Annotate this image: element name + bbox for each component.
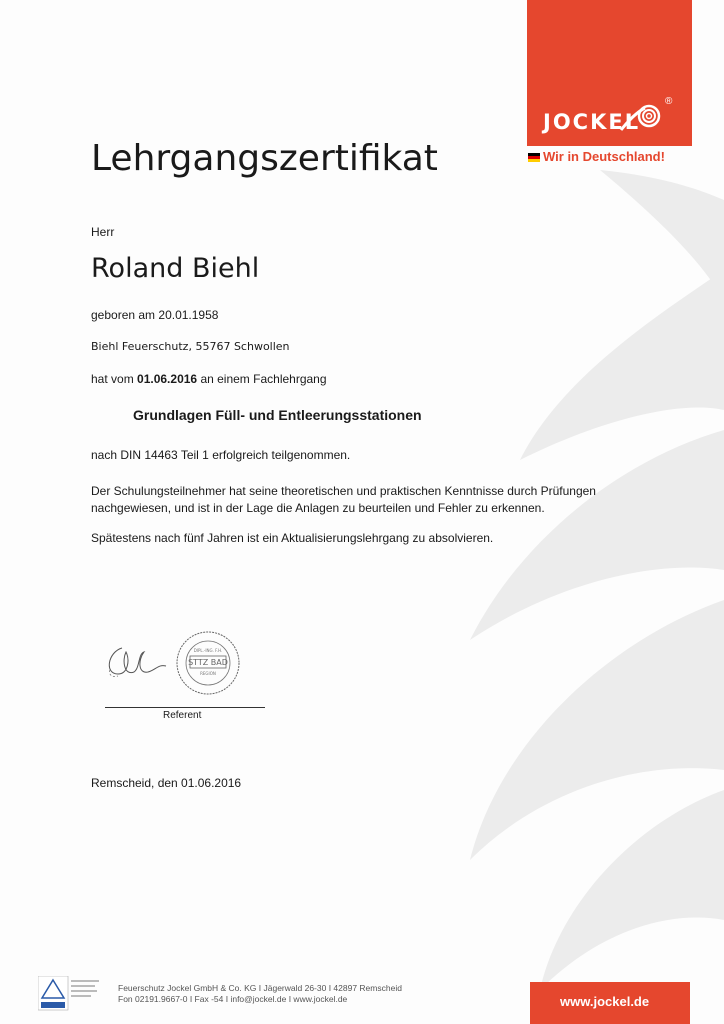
signature-label: Referent <box>163 710 202 721</box>
company-line: Biehl Feuerschutz, 55767 Schwollen <box>91 340 290 353</box>
svg-text:STTZ BAD: STTZ BAD <box>188 658 228 667</box>
standard-line: nach DIN 14463 Teil 1 erfolgreich teilgenommen. <box>91 448 351 462</box>
salutation: Herr <box>91 225 115 239</box>
tagline-text: Wir in Deutschland! <box>543 149 665 164</box>
brand-tagline <box>528 149 665 164</box>
attendance-line <box>91 372 327 386</box>
attendance-date: 01.06.2016 <box>137 372 198 386</box>
renewal-paragraph: Spätestens nach fünf Jahren ist ein Aktualisierungslehrgang zu absolvieren. <box>91 531 494 545</box>
footer-website: www.jockel.de <box>560 994 650 1009</box>
registered-mark: ® <box>665 96 673 107</box>
footer-address-line-2: Fon 02191.9667-0 I Fax -54 I info@jockel.de I www.jockel.de <box>118 994 348 1004</box>
german-flag-icon <box>528 153 540 162</box>
spiral-logo-icon <box>619 90 663 134</box>
birth-prefix: geboren am <box>91 308 156 322</box>
svg-text:REGION: REGION <box>200 671 216 676</box>
attendance-prefix: hat vom <box>91 372 134 386</box>
birth-date: 20.01.1958 <box>158 308 219 322</box>
certificate-title: Lehrgangszertifikat <box>91 138 438 179</box>
footer-address-line-1: Feuerschutz Jockel GmbH & Co. KG I Jägerwald 26-30 I 42897 Remscheid <box>118 983 402 993</box>
attendance-suffix: an einem Fachlehrgang <box>200 372 327 386</box>
signature-line <box>105 707 265 708</box>
recipient-name: Roland Biehl <box>91 253 260 284</box>
brand-wordmark: JOCKEL <box>543 110 641 134</box>
birth-line <box>91 308 218 322</box>
tuv-certification-badge <box>38 976 104 1012</box>
qualification-paragraph: Der Schulungsteilnehmer hat seine theoretischen und praktischen Kenntnisse durch Prüfungen nachgewiesen, und ist in der Lage die Anlagen zu beurteilen und Fehler zu erkennen. <box>91 484 596 515</box>
footer-address <box>118 983 402 1005</box>
course-title: Grundlagen Füll- und Entleerungsstationen <box>133 407 422 423</box>
svg-text:DIPL.-ING. F.H.: DIPL.-ING. F.H. <box>193 648 223 653</box>
place-date: Remscheid, den 01.06.2016 <box>91 776 242 790</box>
company-stamp <box>175 630 241 696</box>
footer-website-panel <box>530 982 690 1024</box>
brand-logo-panel <box>527 0 692 146</box>
